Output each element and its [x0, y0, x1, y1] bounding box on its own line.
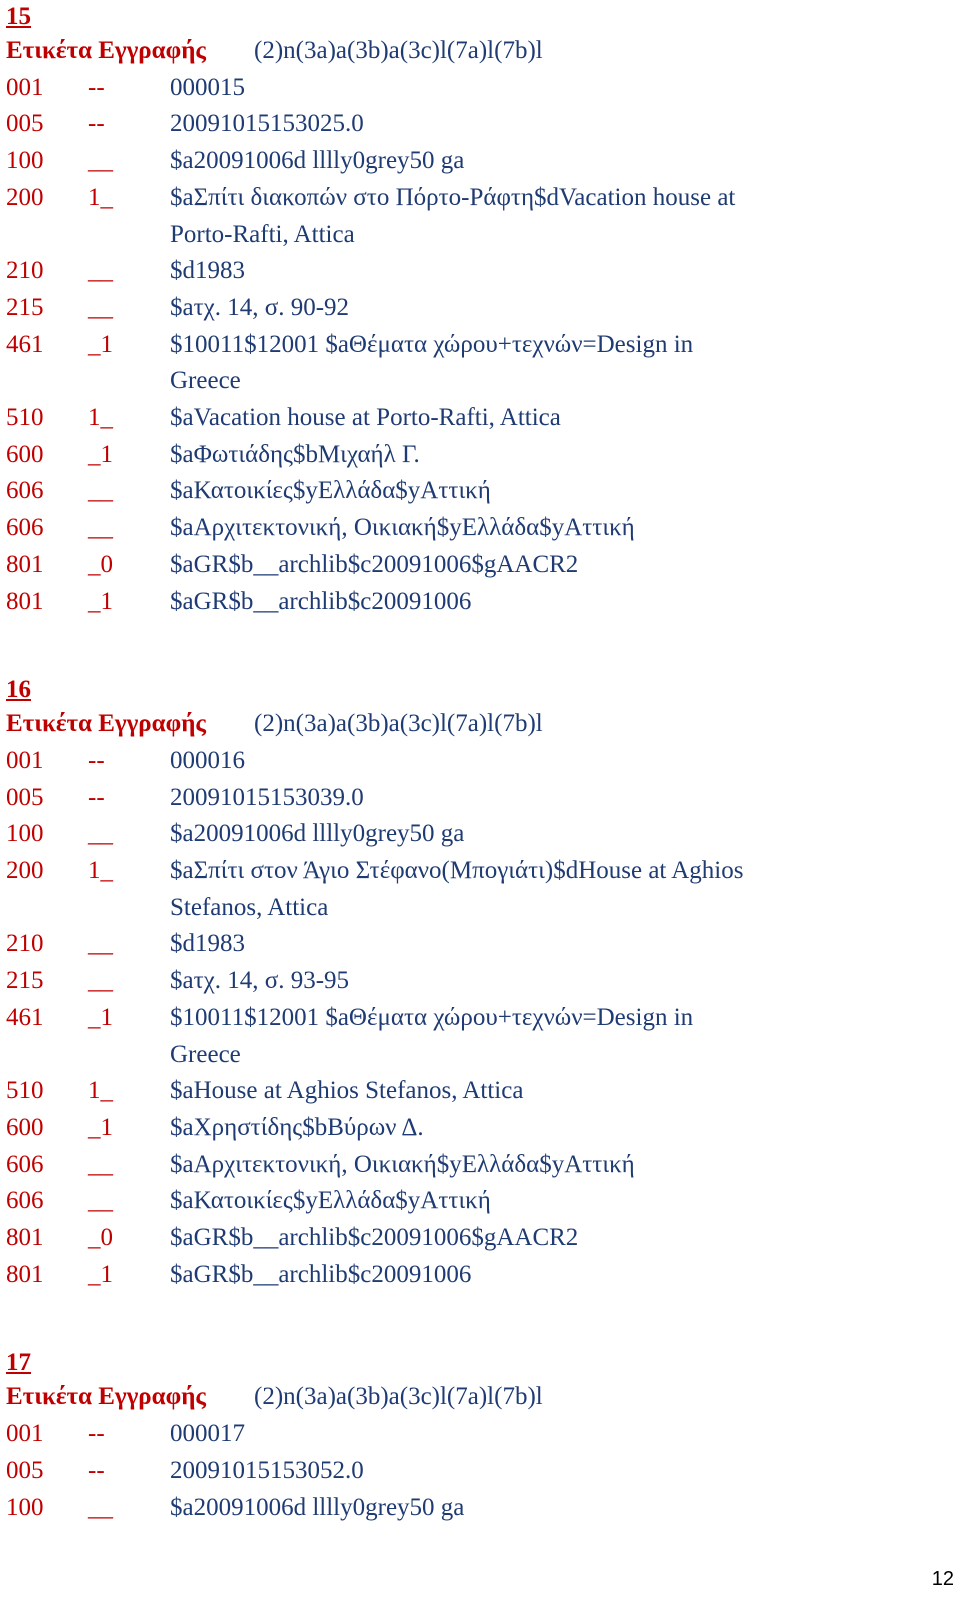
field-indicator: --	[88, 110, 105, 138]
field-tag: 215	[6, 293, 44, 321]
field-indicator: --	[88, 73, 105, 101]
field-row	[6, 926, 956, 963]
field-indicator: __	[88, 293, 113, 321]
field-content: $aτχ. 14, σ. 90-92	[170, 293, 350, 321]
leader-value: (2)n(3a)a(3b)a(3c)l(7a)l(7b)l	[254, 1383, 543, 1411]
field-content: $d1983	[170, 930, 245, 958]
field-row	[6, 963, 956, 1000]
field-tag: 801	[6, 587, 44, 615]
field-indicator: --	[88, 783, 105, 811]
field-tag: 001	[6, 73, 44, 101]
field-indicator: 1_	[88, 857, 113, 885]
field-indicator: __	[88, 514, 113, 542]
record-number: 16	[6, 676, 31, 704]
field-content: $aGR$b__archlib$c20091006	[170, 1260, 472, 1288]
field-tag: 100	[6, 147, 44, 175]
field-indicator: _1	[88, 587, 113, 615]
field-row	[6, 743, 956, 780]
page-number: 12	[931, 1568, 954, 1590]
field-tag: 001	[6, 746, 44, 774]
field-content: $aΑρχιτεκτονική, Οικιακή$yΕλλάδα$yΑττική	[170, 1150, 635, 1178]
field-content: $aΣπίτι διακοπών στο Πόρτο-Ράφτη$dVacation house at Porto-Rafti, Attica	[170, 183, 736, 248]
field-row	[6, 584, 956, 621]
field-row	[6, 1147, 956, 1184]
field-tag: 801	[6, 1224, 44, 1252]
field-tag: 600	[6, 1113, 44, 1141]
field-indicator: __	[88, 930, 113, 958]
field-content: 20091015153052.0	[170, 1456, 364, 1484]
field-row	[6, 1220, 956, 1257]
field-row	[6, 1416, 956, 1453]
field-indicator: --	[88, 1420, 105, 1448]
field-row	[6, 547, 956, 584]
field-indicator: _0	[88, 1224, 113, 1252]
field-content: $aτχ. 14, σ. 93-95	[170, 967, 350, 995]
field-tag: 210	[6, 257, 44, 285]
field-content: $a20091006d lllly0grey50 ga	[170, 1493, 465, 1521]
field-row	[6, 1490, 956, 1527]
field-row	[6, 1257, 956, 1294]
field-row	[6, 400, 956, 437]
field-tag: 200	[6, 183, 44, 211]
field-indicator: 1_	[88, 183, 113, 211]
field-row	[6, 1073, 956, 1110]
record	[6, 0, 956, 620]
field-tag: 210	[6, 930, 44, 958]
field-row	[6, 106, 956, 143]
field-row	[6, 143, 956, 180]
field-content: 20091015153039.0	[170, 783, 364, 811]
record	[6, 1346, 956, 1526]
field-content: $aHouse at Aghios Stefanos, Attica	[170, 1077, 524, 1105]
field-tag: 005	[6, 110, 44, 138]
field-tag: 606	[6, 1187, 44, 1215]
field-tag: 461	[6, 330, 44, 358]
field-content: $aΣπίτι στον Άγιο Στέφανο(Μπογιάτι)$dHouse at Aghios Stefanos, Attica	[170, 857, 744, 921]
field-content: $aΑρχιτεκτονική, Οικιακή$yΕλλάδα$yΑττική	[170, 514, 635, 542]
field-row	[6, 327, 956, 400]
field-tag: 606	[6, 514, 44, 542]
field-row	[6, 853, 956, 926]
field-tag: 801	[6, 550, 44, 578]
field-indicator: _1	[88, 330, 113, 358]
leader-value: (2)n(3a)a(3b)a(3c)l(7a)l(7b)l	[254, 710, 543, 738]
field-content: $10011$12001 $aΘέματα χώρου+τεχνών=Design in Greece	[170, 1003, 694, 1068]
field-indicator: _1	[88, 1003, 113, 1031]
record	[6, 673, 956, 1293]
field-indicator: __	[88, 477, 113, 505]
leader-line	[6, 706, 956, 743]
field-indicator: --	[88, 1456, 105, 1484]
field-content: $d1983	[170, 257, 245, 285]
field-content: $aGR$b__archlib$c20091006$gAACR2	[170, 1224, 579, 1252]
record-spacer	[6, 620, 956, 673]
field-indicator: __	[88, 1187, 113, 1215]
field-row	[6, 780, 956, 817]
field-content: 000016	[170, 746, 245, 774]
leader-value: (2)n(3a)a(3b)a(3c)l(7a)l(7b)l	[254, 37, 543, 64]
field-tag: 100	[6, 820, 44, 848]
field-content: $aGR$b__archlib$c20091006$gAACR2	[170, 550, 579, 578]
field-content: $a20091006d lllly0grey50 ga	[170, 147, 465, 175]
field-content: 000015	[170, 73, 245, 101]
field-indicator: _1	[88, 1260, 113, 1288]
field-row	[6, 510, 956, 547]
field-row	[6, 1110, 956, 1147]
field-row	[6, 1453, 956, 1490]
record-number: 17	[6, 1349, 31, 1377]
field-tag: 215	[6, 967, 44, 995]
leader-label: Ετικέτα Εγγραφής	[6, 710, 206, 738]
field-indicator: __	[88, 967, 113, 995]
field-content: 000017	[170, 1420, 245, 1448]
record-number: 15	[6, 3, 31, 30]
field-row	[6, 437, 956, 474]
field-indicator: __	[88, 147, 113, 175]
field-indicator: __	[88, 1493, 113, 1521]
field-indicator: _1	[88, 440, 113, 468]
field-content: $aGR$b__archlib$c20091006	[170, 587, 472, 615]
field-tag: 801	[6, 1260, 44, 1288]
field-content: $aΧρηστίδης$bΒύρων Δ.	[170, 1113, 424, 1141]
field-row	[6, 290, 956, 327]
leader-line	[6, 33, 956, 70]
record-spacer	[6, 1293, 956, 1346]
field-row	[6, 70, 956, 107]
field-indicator: 1_	[88, 1077, 113, 1105]
leader-label: Ετικέτα Εγγραφής	[6, 1383, 206, 1411]
field-indicator: __	[88, 257, 113, 285]
field-tag: 005	[6, 783, 44, 811]
field-content: $10011$12001 $aΘέματα χώρου+τεχνών=Design in Greece	[170, 330, 694, 395]
field-indicator: _0	[88, 550, 113, 578]
field-tag: 100	[6, 1493, 44, 1521]
field-row	[6, 1183, 956, 1220]
leader-label: Ετικέτα Εγγραφής	[6, 37, 206, 64]
field-indicator: _1	[88, 1113, 113, 1141]
field-tag: 600	[6, 440, 44, 468]
field-indicator: 1_	[88, 404, 113, 432]
field-tag: 200	[6, 857, 44, 885]
field-row	[6, 816, 956, 853]
field-row	[6, 180, 956, 253]
field-content: $aΦωτιάδης$bΜιχαήλ Γ.	[170, 440, 420, 468]
field-tag: 606	[6, 1150, 44, 1178]
field-tag: 001	[6, 1420, 44, 1448]
leader-line	[6, 1379, 956, 1416]
field-content: $aΚατοικίες$yΕλλάδα$yΑττική	[170, 477, 491, 505]
field-content: $a20091006d lllly0grey50 ga	[170, 820, 465, 848]
field-row	[6, 473, 956, 510]
field-content: $aΚατοικίες$yΕλλάδα$yΑττική	[170, 1187, 491, 1215]
field-tag: 510	[6, 1077, 44, 1105]
field-tag: 510	[6, 404, 44, 432]
field-tag: 005	[6, 1456, 44, 1484]
field-tag: 606	[6, 477, 44, 505]
field-indicator: --	[88, 746, 105, 774]
field-indicator: __	[88, 1150, 113, 1178]
field-tag: 461	[6, 1003, 44, 1031]
field-row	[6, 253, 956, 290]
field-content: 20091015153025.0	[170, 110, 364, 138]
field-row	[6, 1000, 956, 1073]
field-indicator: __	[88, 820, 113, 848]
field-content: $aVacation house at Porto-Rafti, Attica	[170, 404, 561, 432]
document-body	[6, 0, 956, 1526]
